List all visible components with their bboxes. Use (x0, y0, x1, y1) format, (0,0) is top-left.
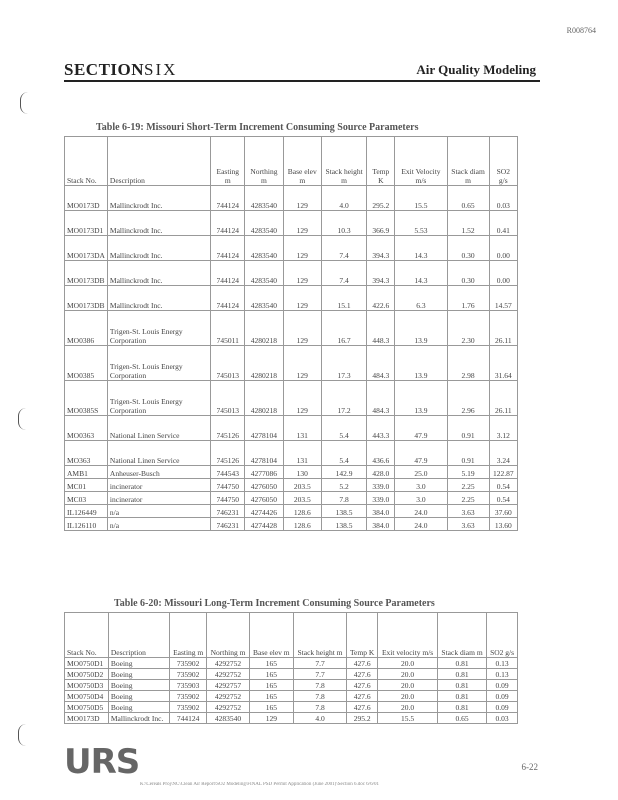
table-cell: MO0385 (65, 346, 108, 381)
table-cell: 129 (283, 346, 321, 381)
table-cell: 0.65 (437, 713, 486, 724)
binder-hole-mark (18, 408, 27, 430)
table-row (65, 466, 518, 479)
table-cell: 3.63 (447, 505, 489, 518)
table-cell: 4276050 (245, 479, 283, 492)
table-cell: 0.03 (487, 713, 518, 724)
table-cell: Boeing (108, 691, 169, 702)
table-row (65, 479, 518, 492)
table-cell: 7.4 (321, 236, 366, 261)
table-cell: 129 (283, 286, 321, 311)
table-cell: 129 (283, 236, 321, 261)
table-row (65, 658, 518, 669)
table-cell: 31.64 (489, 346, 517, 381)
table-cell: 4283540 (245, 211, 283, 236)
table-cell: 384.0 (367, 518, 395, 531)
table-cell: 0.09 (487, 702, 518, 713)
table-cell: 745126 (211, 441, 245, 466)
table-cell: 0.65 (447, 186, 489, 211)
table-cell: 0.09 (487, 691, 518, 702)
column-header: Easting m (169, 613, 206, 658)
table-cell: 1.76 (447, 286, 489, 311)
table-cell: 37.60 (489, 505, 517, 518)
binder-hole-mark (18, 724, 27, 746)
table-cell: 744124 (211, 236, 245, 261)
table-cell: 15.1 (321, 286, 366, 311)
table-cell: MO0173DB (65, 261, 108, 286)
table-cell: 0.81 (437, 669, 486, 680)
table-cell: 129 (283, 261, 321, 286)
table-cell: 4292757 (207, 680, 249, 691)
table-cell: 0.81 (437, 702, 486, 713)
table-cell: 20.0 (378, 702, 438, 713)
table-header-row (65, 613, 518, 658)
table-cell: 15.5 (395, 186, 447, 211)
table-cell: MO0173D (65, 186, 108, 211)
table-row (65, 261, 518, 286)
table-cell: 427.6 (347, 658, 378, 669)
table-cell: 0.81 (437, 680, 486, 691)
table-cell: Boeing (108, 669, 169, 680)
table-cell: 5.2 (321, 479, 366, 492)
table-cell: 4292752 (207, 691, 249, 702)
table-cell: 746231 (211, 518, 245, 531)
table-cell: 14.57 (489, 286, 517, 311)
table-cell: 130 (283, 466, 321, 479)
table-cell: 165 (249, 680, 293, 691)
column-header: Stack diam m (447, 137, 489, 186)
table-cell: 735902 (169, 691, 206, 702)
table-cell: 14.3 (395, 261, 447, 286)
table-cell: 25.0 (395, 466, 447, 479)
column-header: SO2 g/s (487, 613, 518, 658)
table-cell: 47.9 (395, 416, 447, 441)
table-cell: 366.9 (367, 211, 395, 236)
table-cell: 394.3 (367, 261, 395, 286)
table-cell: 0.81 (437, 658, 486, 669)
table-cell: MC01 (65, 479, 108, 492)
table-cell: 13.9 (395, 346, 447, 381)
table-cell: 427.6 (347, 680, 378, 691)
table-cell: MO0173DA (65, 236, 108, 261)
table-cell: MO0173D1 (65, 211, 108, 236)
table-cell: 4276050 (245, 492, 283, 505)
table-cell: 138.5 (321, 505, 366, 518)
table-cell: 5.4 (321, 416, 366, 441)
table-cell: 20.0 (378, 691, 438, 702)
table-cell: 744750 (211, 492, 245, 505)
table-cell: 0.09 (487, 680, 518, 691)
table-cell: MO0750D4 (65, 691, 109, 702)
table-cell: Mallinckrodt Inc. (107, 211, 210, 236)
table-cell: incinerator (107, 479, 210, 492)
table-cell: 13.9 (395, 381, 447, 416)
table-cell: 4292752 (207, 702, 249, 713)
table-cell: 4.0 (321, 186, 366, 211)
table-cell: MO0750D2 (65, 669, 109, 680)
table-cell: 3.0 (395, 479, 447, 492)
column-header: Easting m (211, 137, 245, 186)
table-row (65, 311, 518, 346)
table-cell: 394.3 (367, 236, 395, 261)
table-cell: 745013 (211, 346, 245, 381)
table-cell: 0.54 (489, 492, 517, 505)
table-cell: 3.12 (489, 416, 517, 441)
table-row (65, 518, 518, 531)
table-cell: Mallinckrodt Inc. (107, 186, 210, 211)
table-cell: IL126449 (65, 505, 108, 518)
table-row (65, 691, 518, 702)
column-header: Exit velocity m/s (378, 613, 438, 658)
table-cell: 10.3 (321, 211, 366, 236)
table-cell: 4274428 (245, 518, 283, 531)
table-cell: 2.25 (447, 492, 489, 505)
table-cell: Mallinckrodt Inc. (107, 236, 210, 261)
short-term-source-table (64, 136, 518, 531)
table-cell: 746231 (211, 505, 245, 518)
table-cell: 735902 (169, 702, 206, 713)
table-cell: 20.0 (378, 669, 438, 680)
table-cell: 3.24 (489, 441, 517, 466)
table-cell: 26.11 (489, 381, 517, 416)
table-cell: 15.5 (378, 713, 438, 724)
table-cell: MC03 (65, 492, 108, 505)
table-cell: 4274426 (245, 505, 283, 518)
table-cell: 129 (283, 186, 321, 211)
table-cell: 13.9 (395, 311, 447, 346)
table-cell: 0.54 (489, 479, 517, 492)
long-term-source-table (64, 612, 518, 724)
column-header: Northing m (207, 613, 249, 658)
section-title: Air Quality Modeling (416, 62, 536, 77)
table-cell: 5.19 (447, 466, 489, 479)
table-cell: 138.5 (321, 518, 366, 531)
table-cell: 0.91 (447, 416, 489, 441)
table-cell: 165 (249, 669, 293, 680)
table-cell: 2.96 (447, 381, 489, 416)
table-cell: 4280218 (245, 381, 283, 416)
table-cell: 295.2 (347, 713, 378, 724)
table-cell: National Linen Service (107, 416, 210, 441)
table-cell: 4283540 (207, 713, 249, 724)
table-row (65, 680, 518, 691)
table-cell: 128.6 (283, 518, 321, 531)
table-cell: 47.9 (395, 441, 447, 466)
table-row (65, 492, 518, 505)
table-cell: MO0750D5 (65, 702, 109, 713)
table-cell: National Linen Service (107, 441, 210, 466)
table-row (65, 381, 518, 416)
table-cell: 17.2 (321, 381, 366, 416)
table-header-row (65, 137, 518, 186)
table-cell: 744750 (211, 479, 245, 492)
table-cell: 0.41 (489, 211, 517, 236)
table-cell: 339.0 (367, 492, 395, 505)
table-row (65, 186, 518, 211)
table-row (65, 669, 518, 680)
document-id: R008764 (566, 26, 596, 35)
table-cell: 384.0 (367, 505, 395, 518)
table-cell: 427.6 (347, 702, 378, 713)
table-cell: 7.8 (321, 492, 366, 505)
table-cell: 7.8 (293, 680, 346, 691)
table-cell: 0.91 (447, 441, 489, 466)
table-cell: 427.6 (347, 691, 378, 702)
table-cell: 4278104 (245, 416, 283, 441)
table-cell: 4.0 (293, 713, 346, 724)
table-cell: 448.3 (367, 311, 395, 346)
table-cell: Mallinckrodt Inc. (108, 713, 169, 724)
table-cell: 745011 (211, 311, 245, 346)
table-cell: 744124 (169, 713, 206, 724)
table-cell: 2.30 (447, 311, 489, 346)
table-cell: 3.0 (395, 492, 447, 505)
table-cell: MO0363 (65, 416, 108, 441)
table-cell: 1.52 (447, 211, 489, 236)
table-cell: 745126 (211, 416, 245, 441)
column-header: Base elev m (283, 137, 321, 186)
table-cell: MO0173DB (65, 286, 108, 311)
table-cell: 744124 (211, 211, 245, 236)
column-header: Exit Velocity m/s (395, 137, 447, 186)
table-cell: 6.3 (395, 286, 447, 311)
table-cell: 422.6 (367, 286, 395, 311)
table-cell: 4283540 (245, 286, 283, 311)
table-cell: 0.81 (437, 691, 486, 702)
table-cell: 131 (283, 441, 321, 466)
table-cell: 484.3 (367, 381, 395, 416)
table-cell: Trigen-St. Louis Energy Corporation (107, 346, 210, 381)
table-cell: 0.00 (489, 261, 517, 286)
table-cell: AMB1 (65, 466, 108, 479)
table-cell: 16.7 (321, 311, 366, 346)
table-cell: incinerator (107, 492, 210, 505)
table-cell: 0.30 (447, 236, 489, 261)
table-cell: 5.4 (321, 441, 366, 466)
urs-logo: URS (64, 742, 140, 782)
table-cell: 7.8 (293, 691, 346, 702)
table-cell: 14.3 (395, 236, 447, 261)
table-cell: 5.53 (395, 211, 447, 236)
table-cell: 339.0 (367, 479, 395, 492)
table-cell: MO0386 (65, 311, 108, 346)
table-row (65, 236, 518, 261)
table-cell: 0.13 (487, 658, 518, 669)
table-cell: 0.03 (489, 186, 517, 211)
page-number: 6-22 (521, 762, 538, 772)
section-heading (64, 60, 177, 80)
table-cell: 129 (283, 311, 321, 346)
column-header: Stack height m (321, 137, 366, 186)
table-cell: 735902 (169, 669, 206, 680)
table-cell: MO0173D (65, 713, 109, 724)
table-cell: IL126110 (65, 518, 108, 531)
table-cell: 0.00 (489, 236, 517, 261)
column-header: Stack No. (65, 613, 109, 658)
table-row (65, 416, 518, 441)
table-cell: n/a (107, 505, 210, 518)
table-cell: 165 (249, 691, 293, 702)
table-cell: 4283540 (245, 261, 283, 286)
table-cell: 129 (249, 713, 293, 724)
table-cell: 129 (283, 211, 321, 236)
column-header: Description (108, 613, 169, 658)
table-cell: Trigen-St. Louis Energy Corporation (107, 311, 210, 346)
table-cell: 4283540 (245, 236, 283, 261)
column-header: Stack No. (65, 137, 108, 186)
table-cell: 17.3 (321, 346, 366, 381)
table-cell: 7.7 (293, 669, 346, 680)
column-header: Temp K (367, 137, 395, 186)
table-cell: Boeing (108, 658, 169, 669)
column-header: Stack diam m (437, 613, 486, 658)
header-rule (64, 80, 540, 82)
table-row (65, 286, 518, 311)
table-cell: MO0750D1 (65, 658, 109, 669)
table-cell: 735903 (169, 680, 206, 691)
table-cell: 4292752 (207, 658, 249, 669)
column-header: Stack height m (293, 613, 346, 658)
table-cell: Anheuser-Busch (107, 466, 210, 479)
table-cell: 295.2 (367, 186, 395, 211)
section-number: SIX (144, 60, 178, 79)
column-header: Description (107, 137, 210, 186)
table-row (65, 713, 518, 724)
table-cell: Mallinckrodt Inc. (107, 286, 210, 311)
table-cell: 443.3 (367, 416, 395, 441)
column-header: Base elev m (249, 613, 293, 658)
table2-caption: Table 6-20: Missouri Long-Term Increment Consuming Source Parameters (114, 598, 435, 609)
table-cell: 24.0 (395, 518, 447, 531)
table-cell: 427.6 (347, 669, 378, 680)
binder-hole-mark (20, 92, 29, 114)
column-header: Temp K (347, 613, 378, 658)
table-cell: 744124 (211, 186, 245, 211)
table-cell: 3.63 (447, 518, 489, 531)
table-cell: 744124 (211, 261, 245, 286)
table-cell: 7.8 (293, 702, 346, 713)
column-header: Northing m (245, 137, 283, 186)
table-cell: Mallinckrodt Inc. (107, 261, 210, 286)
table-cell: n/a (107, 518, 210, 531)
table-cell: 203.5 (283, 479, 321, 492)
table-cell: 7.4 (321, 261, 366, 286)
table-cell: 20.0 (378, 680, 438, 691)
table-cell: 4278104 (245, 441, 283, 466)
table-cell: 142.9 (321, 466, 366, 479)
column-header: SO2 g/s (489, 137, 517, 186)
table-cell: 2.25 (447, 479, 489, 492)
table-cell: 0.13 (487, 669, 518, 680)
table-cell: 745013 (211, 381, 245, 416)
table1-caption: Table 6-19: Missouri Short-Term Increment Consuming Source Parameters (96, 122, 419, 133)
table-cell: 165 (249, 658, 293, 669)
table-cell: 735902 (169, 658, 206, 669)
table-cell: 436.6 (367, 441, 395, 466)
table-cell: 20.0 (378, 658, 438, 669)
table-cell: 484.3 (367, 346, 395, 381)
table-cell: 13.60 (489, 518, 517, 531)
table-cell: 131 (283, 416, 321, 441)
table-cell: Boeing (108, 702, 169, 713)
table-row (65, 346, 518, 381)
table-row (65, 505, 518, 518)
table-cell: 428.0 (367, 466, 395, 479)
table-cell: Boeing (108, 680, 169, 691)
table-cell: 24.0 (395, 505, 447, 518)
table-cell: 744543 (211, 466, 245, 479)
table-cell: 203.5 (283, 492, 321, 505)
table-cell: 2.98 (447, 346, 489, 381)
table-cell: 4280218 (245, 311, 283, 346)
file-path-footer: K:\Cereals Proj\NC\Clean Air Report\SO2 Modeling\FINAL PSD Permit Application (June 2001)\Section 6.doc 6/6/01 (140, 782, 379, 787)
table-cell: 0.30 (447, 261, 489, 286)
table-row (65, 441, 518, 466)
table-cell: MO0385S (65, 381, 108, 416)
table-cell: 165 (249, 702, 293, 713)
table-cell: 7.7 (293, 658, 346, 669)
table-cell: 4277086 (245, 466, 283, 479)
table-row (65, 702, 518, 713)
table-cell: 4283540 (245, 186, 283, 211)
table-cell: 122.87 (489, 466, 517, 479)
table-cell: 129 (283, 381, 321, 416)
table-cell: 26.11 (489, 311, 517, 346)
table-cell: MO363 (65, 441, 108, 466)
table-row (65, 211, 518, 236)
table-cell: MO0750D3 (65, 680, 109, 691)
section-label: SECTION (64, 60, 145, 79)
table-cell: Trigen-St. Louis Energy Corporation (107, 381, 210, 416)
table-cell: 4292752 (207, 669, 249, 680)
table-cell: 128.6 (283, 505, 321, 518)
table-cell: 744124 (211, 286, 245, 311)
table-cell: 4280218 (245, 346, 283, 381)
